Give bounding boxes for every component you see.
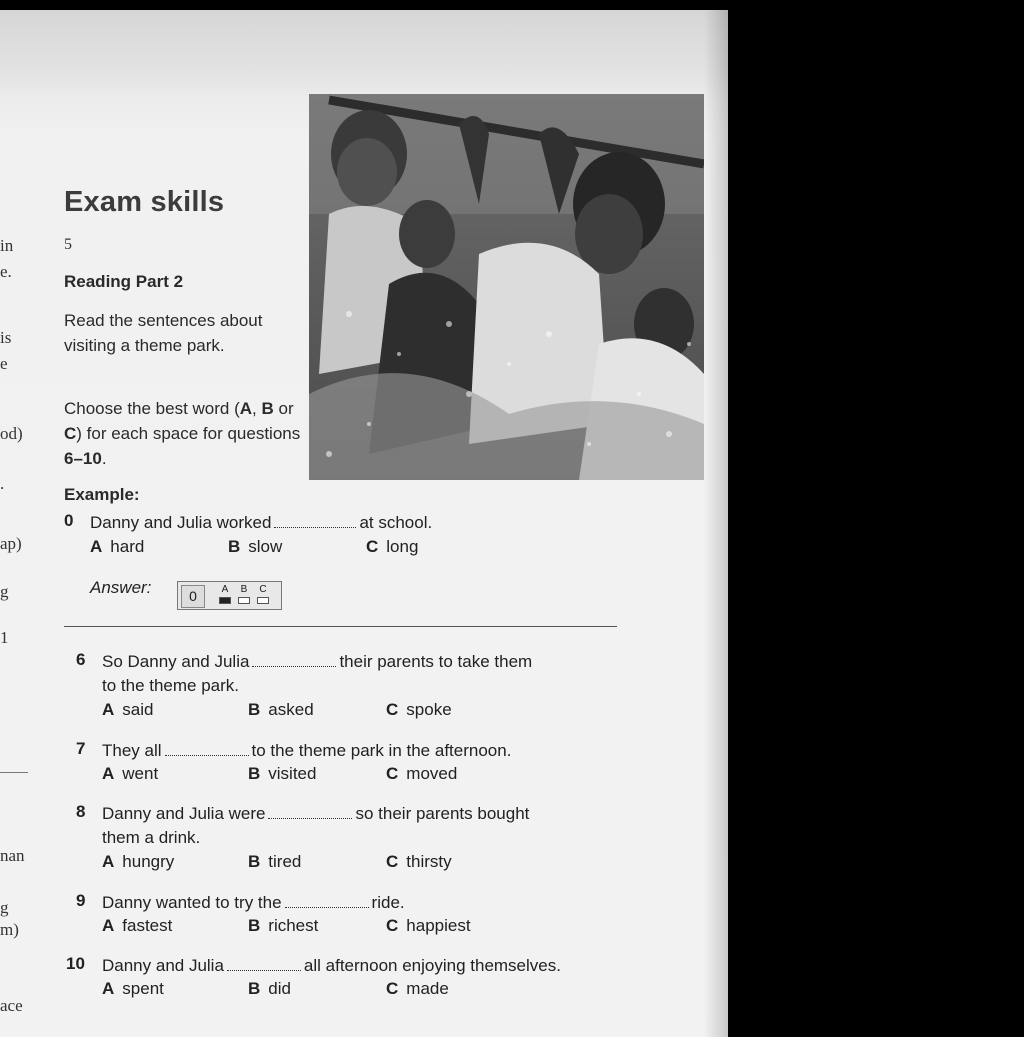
cut-text-fragment: 1	[0, 628, 9, 647]
answer-blank	[165, 740, 249, 756]
answer-blank	[227, 955, 301, 971]
question-stem: Danny and Julia worked at school.	[90, 513, 433, 532]
option-b: B tired	[248, 852, 302, 871]
option-c: C moved	[386, 764, 458, 783]
section-divider	[64, 626, 617, 627]
question-number: 0	[64, 511, 74, 530]
option-a: A said	[102, 700, 154, 719]
answer-box-letter: A	[221, 584, 229, 595]
option-b: B richest	[248, 916, 319, 935]
cut-text-fragment: od)	[0, 424, 23, 443]
question-number: 6	[76, 650, 86, 669]
answer-sheet-box	[177, 581, 282, 610]
question-9	[76, 891, 636, 947]
cut-text-fragment: ace	[0, 996, 23, 1015]
option-b: B did	[248, 979, 291, 998]
question-stem: They all to the theme park in the afternoon.	[102, 741, 512, 760]
question-7	[76, 739, 636, 795]
answer-blank	[268, 803, 352, 819]
textbook-page	[0, 10, 728, 1037]
section-title: Exam skills	[64, 186, 225, 218]
option-c: C spoke	[386, 700, 452, 719]
answer-cell	[238, 597, 250, 604]
option-c: C happiest	[386, 916, 471, 935]
answer-cell-selected	[219, 597, 231, 604]
answer-blank	[252, 651, 336, 667]
question-stem: So Danny and Julia their parents to take them	[102, 652, 533, 671]
option-b: B visited	[248, 764, 317, 783]
answer-box-letter: C	[259, 584, 267, 595]
option-c: C long	[366, 537, 419, 556]
cut-text-fragment: e.	[0, 262, 12, 281]
answer-blank	[285, 892, 369, 908]
example-label: Example:	[64, 485, 140, 504]
option-a: A went	[102, 764, 159, 783]
answer-box-letter: B	[240, 584, 248, 595]
instruction-paragraph: Read the sentences about visiting a theme park.	[64, 311, 263, 355]
instruction-paragraph: Choose the best word (A, B or C) for each space for questions 6–10.	[64, 399, 301, 468]
question-10	[66, 954, 636, 1010]
question-stem-line2: them a drink.	[102, 828, 201, 847]
question-number: 8	[76, 802, 86, 821]
question-8	[76, 802, 636, 882]
cut-text-fragment: is	[0, 328, 12, 347]
option-a: A hungry	[102, 852, 175, 871]
option-c: C made	[386, 979, 449, 998]
cut-text-fragment: ap)	[0, 534, 22, 553]
cut-text-fragment: in	[0, 236, 14, 255]
question-stem-line2: to the theme park.	[102, 676, 240, 695]
answer-cell	[257, 597, 269, 604]
option-a: A hard	[90, 537, 145, 556]
answer-box-number: 0	[181, 585, 205, 608]
cut-text-fragment: g	[0, 582, 9, 601]
answer-blank	[274, 512, 356, 528]
question-stem: Danny and Julia were so their parents bought	[102, 804, 530, 823]
option-b: B asked	[248, 700, 314, 719]
cut-text-fragment: .	[0, 474, 5, 493]
page-binding-shadow	[704, 10, 728, 1037]
cut-text-fragment: e	[0, 354, 8, 373]
answer-label: Answer:	[90, 578, 152, 597]
cut-text-fragment: m)	[0, 920, 19, 939]
exam-part-heading: Reading Part 2	[64, 272, 184, 291]
cut-text-fragment: g	[0, 898, 9, 917]
question-number: 7	[76, 739, 86, 758]
question-number: 9	[76, 891, 86, 910]
option-c: C thirsty	[386, 852, 452, 871]
question-stem: Danny and Julia all afternoon enjoying themselves.	[102, 956, 561, 975]
photo-illustration	[309, 94, 704, 480]
theme-park-water-ride-photo	[309, 94, 704, 480]
cut-rule	[0, 772, 28, 773]
example-question	[64, 511, 624, 571]
option-b: B slow	[228, 537, 283, 556]
exercise-number: 5	[64, 236, 72, 253]
cut-text-fragment: nan	[0, 846, 25, 865]
option-a: A fastest	[102, 916, 173, 935]
question-6	[76, 650, 636, 730]
question-number: 10	[66, 954, 85, 973]
option-a: A spent	[102, 979, 164, 998]
question-stem: Danny wanted to try the ride.	[102, 893, 405, 912]
